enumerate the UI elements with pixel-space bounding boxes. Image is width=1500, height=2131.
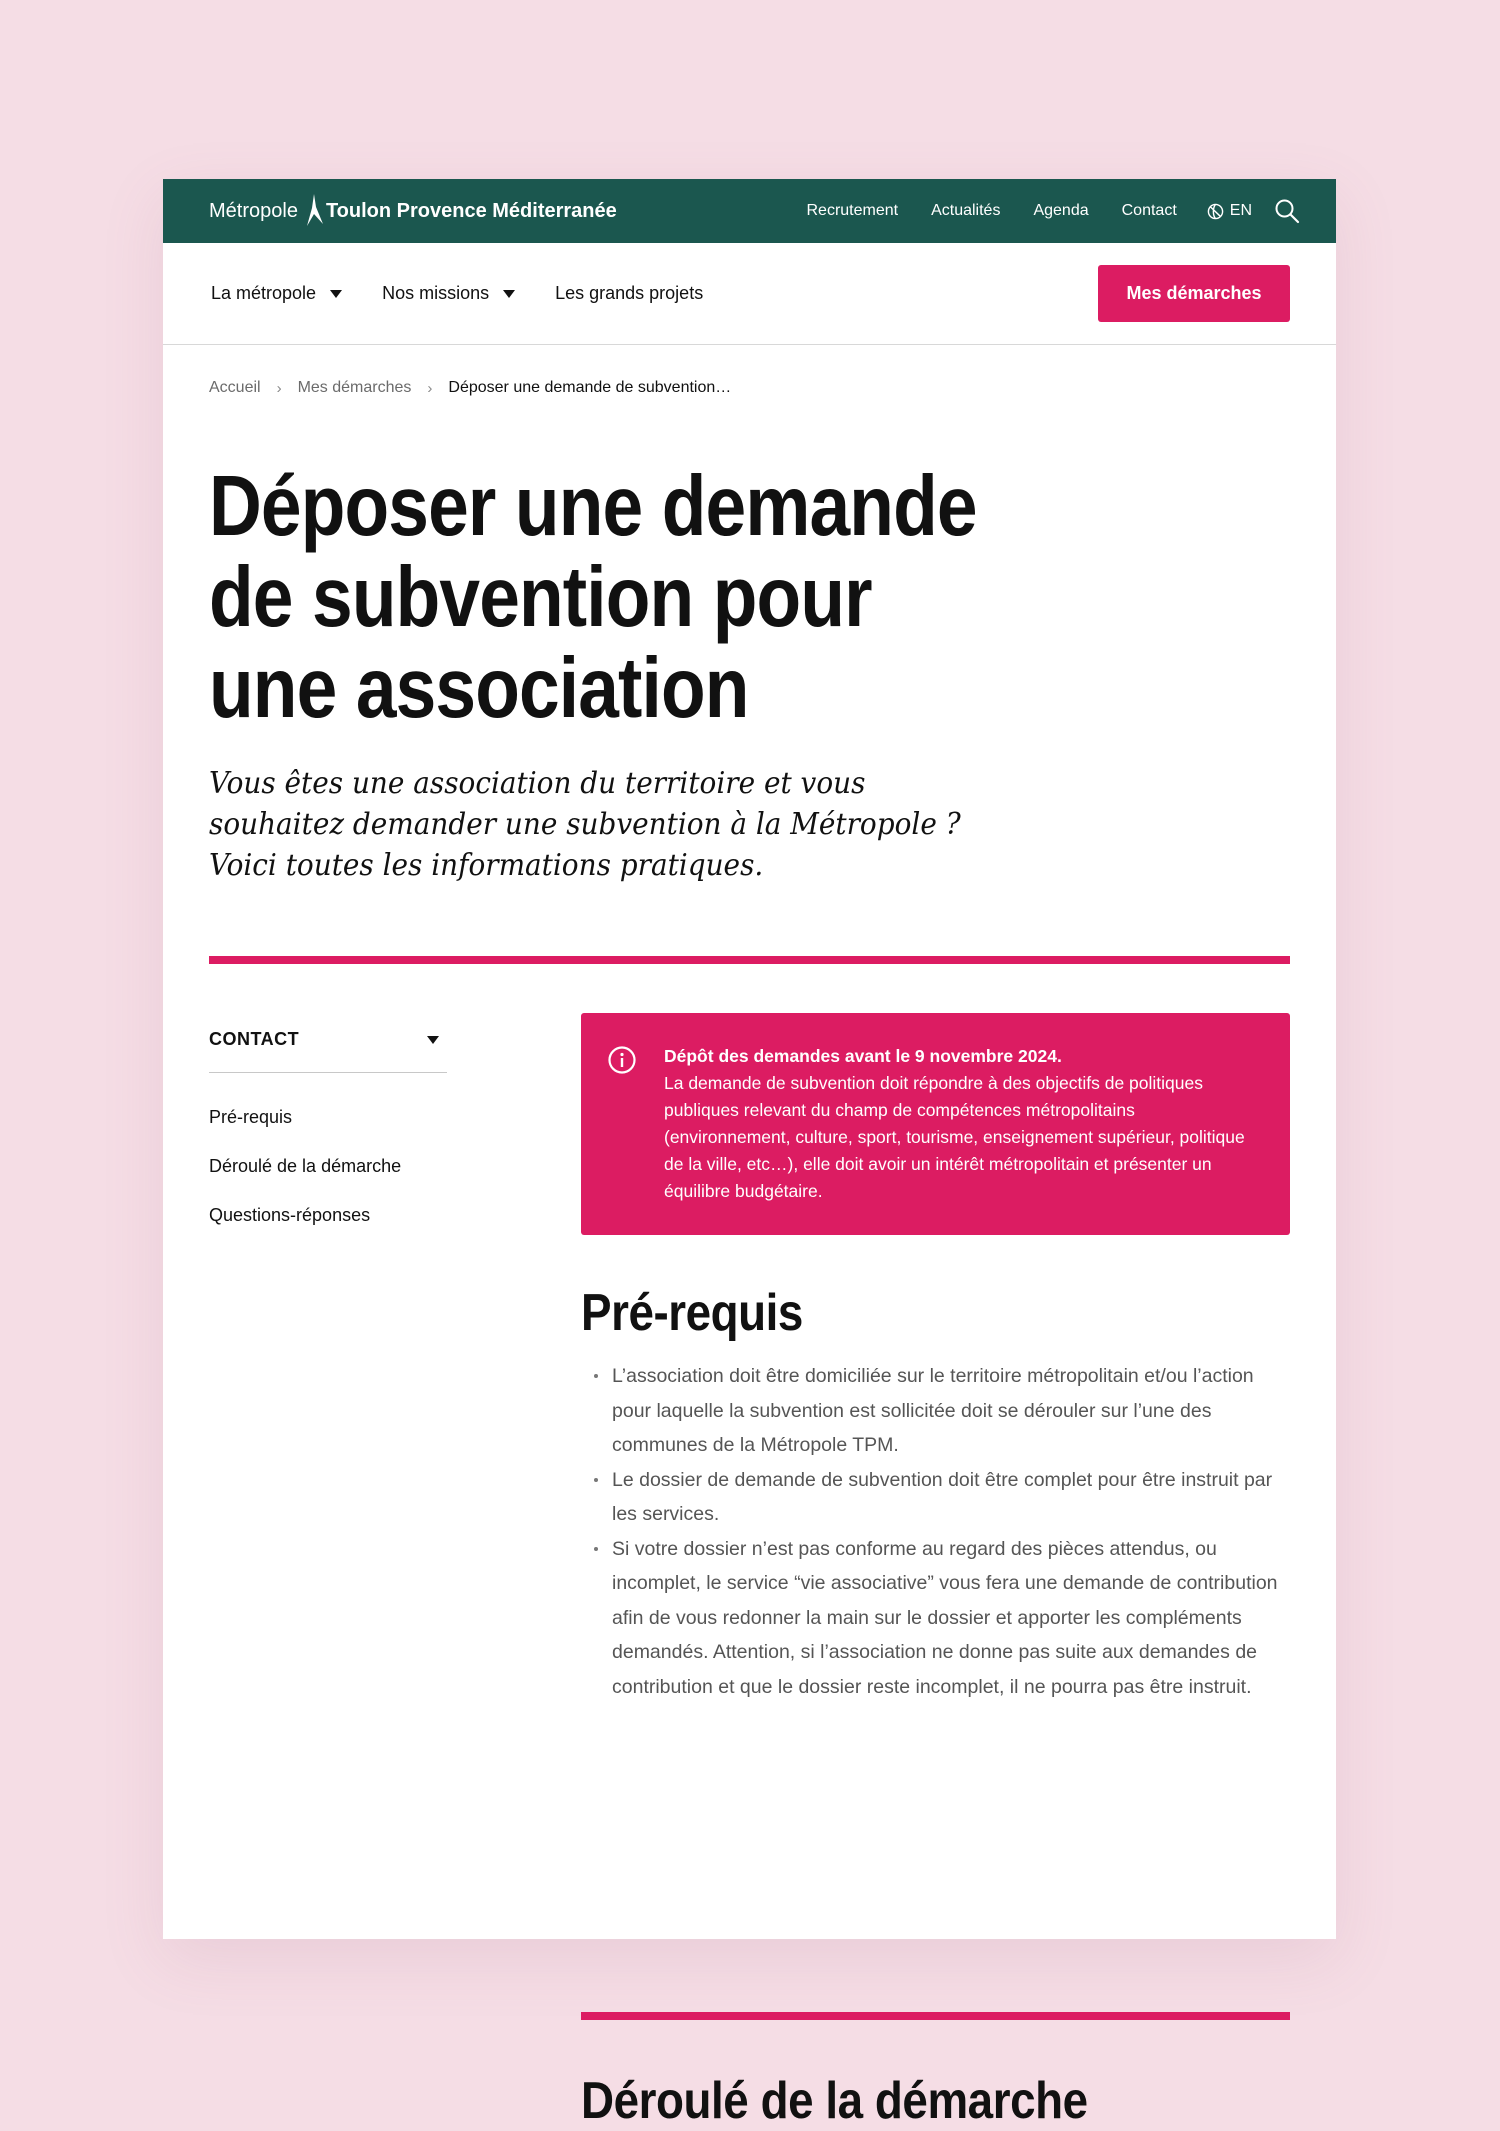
breadcrumb-current: Déposer une demande de subvention… — [448, 379, 732, 396]
search-icon — [1274, 198, 1300, 224]
list-item: Le dossier de demande de subvention doit être complet pour être instruit par les services. — [581, 1463, 1290, 1532]
page-lead: Vous êtes une association du territoire et vous souhaitez demander une subvention à la Métropole ? Voici toutes les informations pratiques. — [209, 766, 961, 883]
info-icon — [607, 1045, 637, 1075]
caret-down-icon — [427, 1036, 439, 1044]
nav-item-nos-missions[interactable] — [382, 283, 515, 304]
toc-link-questions[interactable]: Questions-réponses — [209, 1205, 371, 1225]
contact-toggle[interactable] — [209, 1029, 447, 1073]
nav-item-grands-projets[interactable] — [555, 283, 703, 304]
section-divider — [209, 956, 1290, 964]
nav-item-label: Nos missions — [382, 283, 490, 303]
breadcrumb-link-accueil[interactable]: Accueil — [209, 379, 261, 396]
topnav-link-recrutement[interactable]: Recrutement — [806, 202, 899, 219]
breadcrumb-separator-icon: › — [427, 379, 433, 397]
contact-heading: CONTACT — [209, 1029, 300, 1049]
list-item: L’association doit être domiciliée sur le territoire métropolitain et/ou l’action pour laquelle la subvention est sollicitée doit se dérouler sur l’une des communes de la Métropole TPM. — [581, 1359, 1290, 1463]
alert-title: Dépôt des demandes avant le 9 novembre 2024. — [664, 1046, 1062, 1066]
topnav-link-contact[interactable]: Contact — [1121, 202, 1177, 219]
top-bar — [163, 179, 1336, 243]
site-logo[interactable] — [209, 194, 617, 228]
breadcrumb-link-mes-demarches[interactable]: Mes démarches — [297, 379, 412, 396]
utility-nav — [773, 198, 1300, 224]
language-switcher[interactable] — [1207, 202, 1252, 220]
section-title-prerequis: Pré-requis — [581, 1284, 803, 1342]
search-button[interactable] — [1274, 198, 1300, 224]
toc-link-prerequis[interactable]: Pré-requis — [209, 1107, 293, 1127]
star-logo-icon — [304, 194, 324, 228]
nav-item-label: Les grands projets — [555, 283, 704, 303]
section-divider — [581, 2012, 1290, 2020]
alert-body: La demande de subvention doit répondre à des objectifs de politiques publiques relevant du champ de compétences métropolitains (environnement, culture, sport, tourisme, enseignement supérieur, politique de la ville, etc…), elle doit avoir un intérêt métropolitain et présenter un équilibre budgétaire. — [664, 1073, 1245, 1201]
topnav-link-agenda[interactable]: Agenda — [1033, 202, 1089, 219]
page-title: Déposer une demande de subvention pour une association — [209, 459, 977, 736]
globe-icon — [1207, 203, 1224, 220]
nav-item-la-metropole[interactable] — [211, 283, 342, 304]
logo-text-metropole: Métropole — [209, 199, 298, 222]
sidebar-toc — [209, 1029, 447, 1226]
mes-demarches-button[interactable]: Mes démarches — [1098, 265, 1290, 322]
language-label: EN — [1229, 202, 1252, 219]
main-content — [581, 1013, 1290, 2130]
caret-down-icon — [330, 290, 342, 298]
breadcrumb-separator-icon: › — [276, 379, 282, 397]
logo-text-tpm: Toulon Provence Méditerranée — [325, 199, 617, 222]
info-alert — [581, 1013, 1290, 1235]
list-item: Si votre dossier n’est pas conforme au regard des pièces attendus, ou incomplet, le service “vie associative” vous fera une demande de contribution afin de vous redonner la main sur le dossier et apporter les compléments demandés. Attention, si l’association ne donne pas suite aux demandes de contribution et que le dossier reste incomplet, il ne pourra pas être instruit. — [581, 1532, 1290, 1705]
nav-item-label: La métropole — [211, 283, 317, 303]
breadcrumb — [209, 379, 731, 397]
main-nav — [163, 243, 1336, 345]
page-card — [163, 179, 1336, 2130]
prerequis-list — [581, 1359, 1290, 1704]
topnav-link-actualites[interactable]: Actualités — [931, 202, 1001, 219]
section-title-deroule: Déroulé de la démarche — [581, 2072, 1088, 2130]
toc-link-deroule[interactable]: Déroulé de la démarche — [209, 1156, 402, 1176]
caret-down-icon — [503, 290, 515, 298]
